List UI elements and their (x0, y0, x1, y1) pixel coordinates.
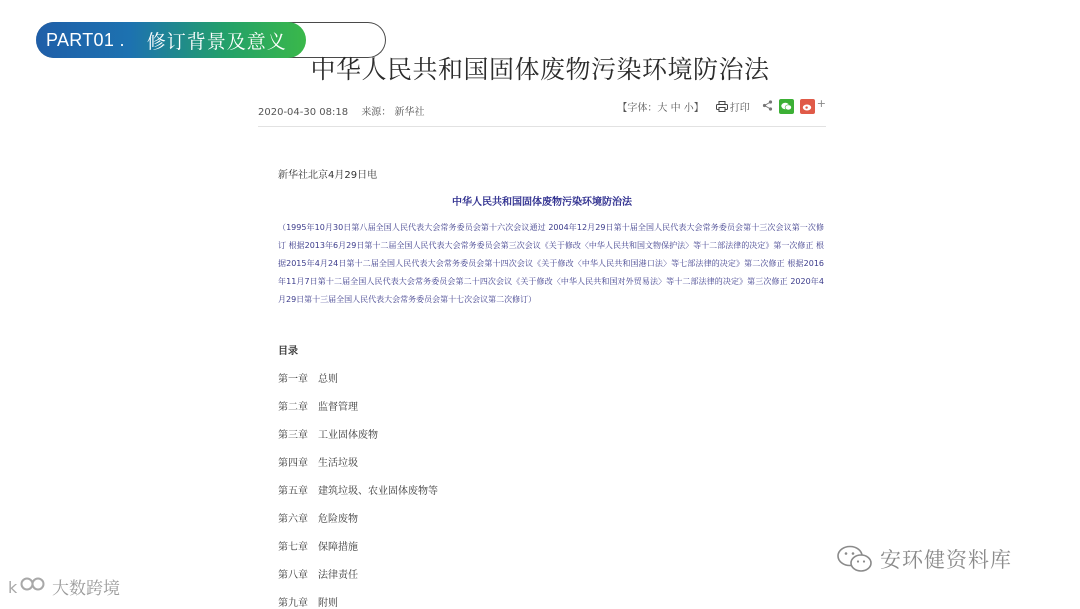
wechat-logo-icon (836, 544, 874, 574)
more-plus-icon[interactable]: + (816, 97, 826, 110)
toc-heading: 目录 (278, 346, 298, 357)
toc-item: 第一章 总则 (278, 374, 338, 385)
print-label: 打印 (729, 103, 750, 114)
article-date: 2020-04-30 08:18 (258, 107, 349, 118)
weibo-share-icon[interactable] (800, 99, 815, 114)
article-meta (258, 97, 826, 119)
law-history: （1995年10月30日第八届全国人民代表大会常务委员会第十六次会议通过 2004年12月29日第十届全国人民代表大会常务委员会第十三次会议第一次修订 根据2013年6月29日第十二届全国人民代表大会常务委员会第三次会议《关于修改〈中华人民共和国文物保护法〉等十二部法律的决定》第一次修正 根据2015年4月24日第十二届全国人民代表大会常务委员会第十四次会议《关于修改〈中华人民共和国港口法〉等七部法律的决定》第二次修正 根据2016年11月7日第十二届全国人民代表大会常务委员会第二十四次会议《关于修改〈中华人民共和国对外贸易法〉等十二部法律的决定》第三次修正 2020年4月29日第十三届全国人民代表大会常务委员会第十七次会议第二次修订） (278, 223, 824, 304)
article-toolbar (611, 99, 826, 114)
toc-item: 第九章 附则 (278, 598, 338, 609)
wechat-share-icon[interactable] (779, 99, 794, 114)
toc-item: 第二章 监督管理 (278, 402, 358, 413)
toc-item: 第四章 生活垃圾 (278, 458, 358, 469)
watermark-left (8, 574, 120, 599)
toc-item: 第六章 危险废物 (278, 514, 358, 525)
watermark-right-text: 安环健资料库 (880, 548, 1012, 572)
toc-item: 第八章 法律责任 (278, 570, 358, 581)
brand-logo-icon (8, 575, 48, 599)
article-source: 来源： 新华社 (361, 107, 425, 118)
watermark-left-text: 大数跨境 (52, 579, 120, 599)
print-button[interactable] (716, 99, 750, 114)
font-size-switch[interactable]: 【字体：大 中 小】 (617, 103, 704, 114)
toc-item: 第五章 建筑垃圾、农业固体废物等 (278, 486, 438, 497)
share-icon[interactable] (762, 100, 773, 114)
toc-item: 第七章 保障措施 (278, 542, 358, 553)
toc-item: 第三章 工业固体废物 (278, 430, 378, 441)
printer-icon (716, 101, 728, 112)
svg-text:k: k (8, 577, 18, 597)
law-title: 中华人民共和国固体废物污染环境防治法 (452, 197, 632, 208)
article-dateline: 新华社北京4月29日电 (278, 170, 378, 181)
watermark-right (836, 544, 1012, 574)
part-title: 修订背景及意义 (146, 30, 287, 53)
meta-divider (258, 126, 826, 127)
part-code: PART01 . (46, 29, 125, 50)
slide-title: 中华人民共和国固体废物污染环境防治法 (310, 55, 770, 84)
